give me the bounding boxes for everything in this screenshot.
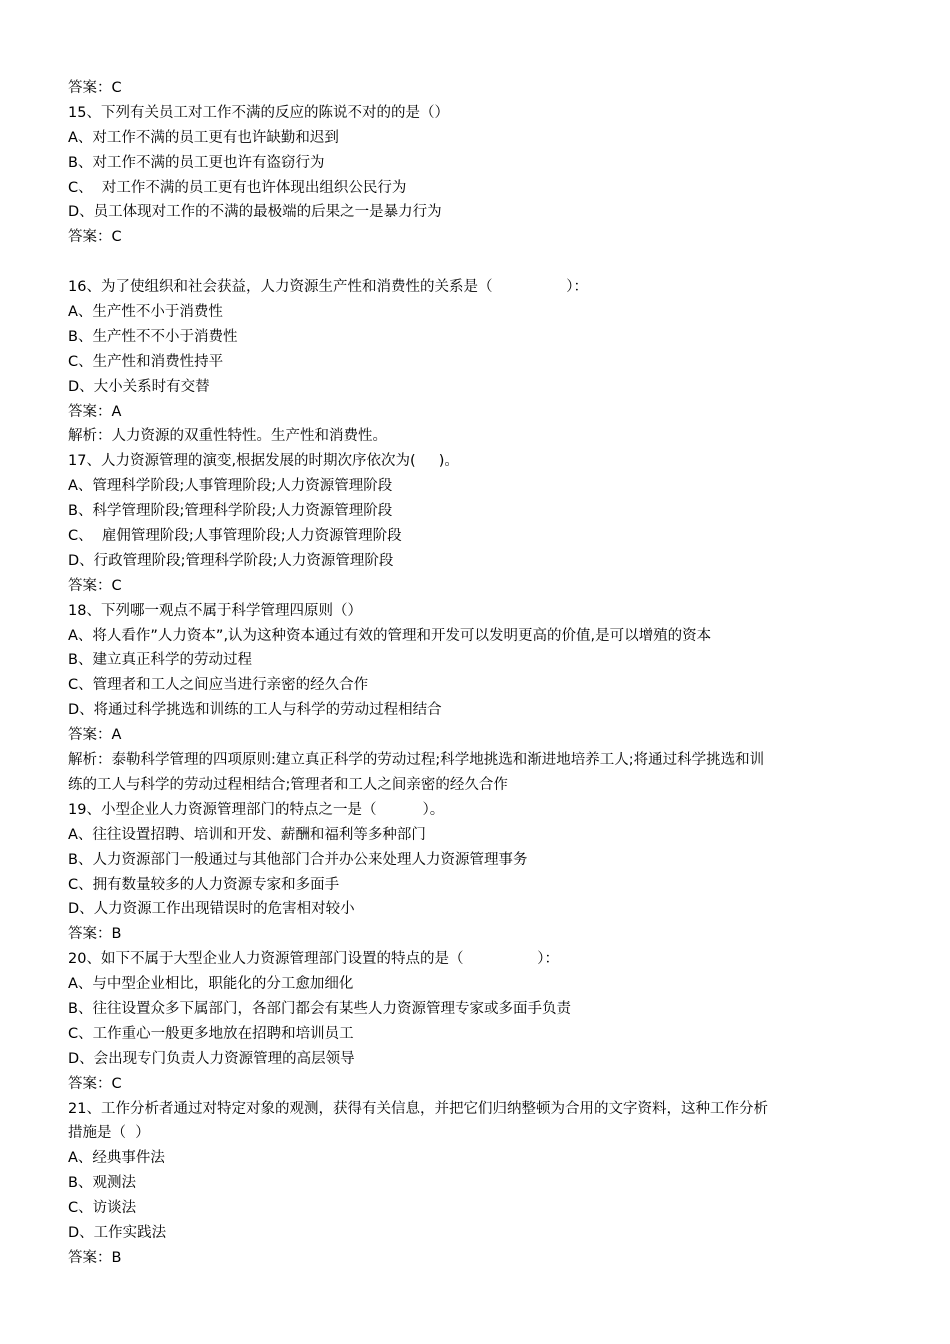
answer-line: 答案：A <box>68 403 122 420</box>
answer-line: 答案：C <box>68 1075 122 1092</box>
option-line: B、观测法 <box>68 1175 136 1192</box>
option-line: B、人力资源部门一般通过与其他部门合并办公来处理人力资源管理事务 <box>68 851 528 868</box>
document-page <box>68 76 898 1271</box>
option-line: D、工作实践法 <box>68 1224 167 1241</box>
option-line: A、生产性不小于消费性 <box>68 304 223 321</box>
answer-line: 答案：C <box>68 229 122 246</box>
option-line: C、工作重心一般更多地放在招聘和培训员工 <box>68 1025 354 1042</box>
option-line: D、会出现专门负责人力资源管理的高层领导 <box>68 1050 355 1067</box>
option-line: D、人力资源工作出现错误时的危害相对较小 <box>68 901 355 918</box>
option-line: A、管理科学阶段;人事管理阶段;人力资源管理阶段 <box>68 478 393 495</box>
option-line: A、与中型企业相比，职能化的分工愈加细化 <box>68 976 354 993</box>
explanation-line: 练的工人与科学的劳动过程相结合;管理者和工人之间亲密的经久合作 <box>68 776 508 793</box>
question-16: 16、为了使组织和社会获益，人力资源生产性和消费性的关系是（ ）： <box>68 279 588 296</box>
question-21-continued: 措施是（ ） <box>68 1125 150 1142</box>
question-18: 18、下列哪一观点不属于科学管理四原则（） <box>68 602 362 619</box>
question-20: 20、如下不属于大型企业人力资源管理部门设置的特点的是（ ）： <box>68 951 559 968</box>
question-21: 21、工作分析者通过对特定对象的观测，获得有关信息，并把它们归纳整顿为合用的文字资料，这种工作分析 <box>68 1100 768 1117</box>
option-line: D、将通过科学挑选和训练的工人与科学的劳动过程相结合 <box>68 702 442 719</box>
option-line: C、生产性和消费性持平 <box>68 353 224 370</box>
option-line: C、访谈法 <box>68 1200 137 1217</box>
blank-line <box>68 250 898 275</box>
option-line: A、将人看作”人力资本”,认为这种资本通过有效的管理和开发可以发明更高的价值,是可以增殖的资本 <box>68 627 712 644</box>
option-line: A、对工作不满的员工更有也许缺勤和迟到 <box>68 129 339 146</box>
option-line: D、行政管理阶段;管理科学阶段;人力资源管理阶段 <box>68 552 394 569</box>
option-line: B、往往设置众多下属部门，各部门都会有某些人力资源管理专家或多面手负责 <box>68 1000 571 1017</box>
answer-line: 答案：C <box>68 577 122 594</box>
explanation-line: 解析：人力资源的双重性特性。生产性和消费性。 <box>68 428 387 445</box>
option-line: B、对工作不满的员工更也许有盗窃行为 <box>68 154 325 171</box>
answer-line: 答案：A <box>68 727 122 744</box>
explanation-line: 解析：泰勒科学管理的四项原则:建立真正科学的劳动过程;科学地挑选和渐进地培养工人;将通过科学挑选和训 <box>68 752 765 769</box>
option-line: D、员工体现对工作的不满的最极端的后果之一是暴力行为 <box>68 204 442 221</box>
option-line: C、管理者和工人之间应当进行亲密的经久合作 <box>68 677 369 694</box>
option-line: A、经典事件法 <box>68 1150 165 1167</box>
option-line: D、大小关系时有交替 <box>68 378 210 395</box>
option-line: B、建立真正科学的劳动过程 <box>68 652 252 669</box>
option-line: B、生产性不不小于消费性 <box>68 328 238 345</box>
answer-line: 答案：C <box>68 80 122 96</box>
option-line: C、 对工作不满的员工更有也许体现出组织公民行为 <box>68 179 407 196</box>
option-line: C、拥有数量较多的人力资源专家和多面手 <box>68 876 340 893</box>
question-19: 19、小型企业人力资源管理部门的特点之一是（ ）。 <box>68 801 445 818</box>
option-line: A、往往设置招聘、培训和开发、薪酬和福利等多种部门 <box>68 826 426 843</box>
answer-line: 答案：B <box>68 926 122 943</box>
question-15: 15、下列有关员工对工作不满的反应的陈说不对的的是（） <box>68 104 449 121</box>
option-line: C、 雇佣管理阶段;人事管理阶段;人力资源管理阶段 <box>68 528 402 545</box>
option-line: B、科学管理阶段;管理科学阶段;人力资源管理阶段 <box>68 503 393 520</box>
question-17: 17、人力资源管理的演变,根据发展的时期次序依次为( )。 <box>68 453 459 470</box>
answer-line: 答案：B <box>68 1249 122 1266</box>
